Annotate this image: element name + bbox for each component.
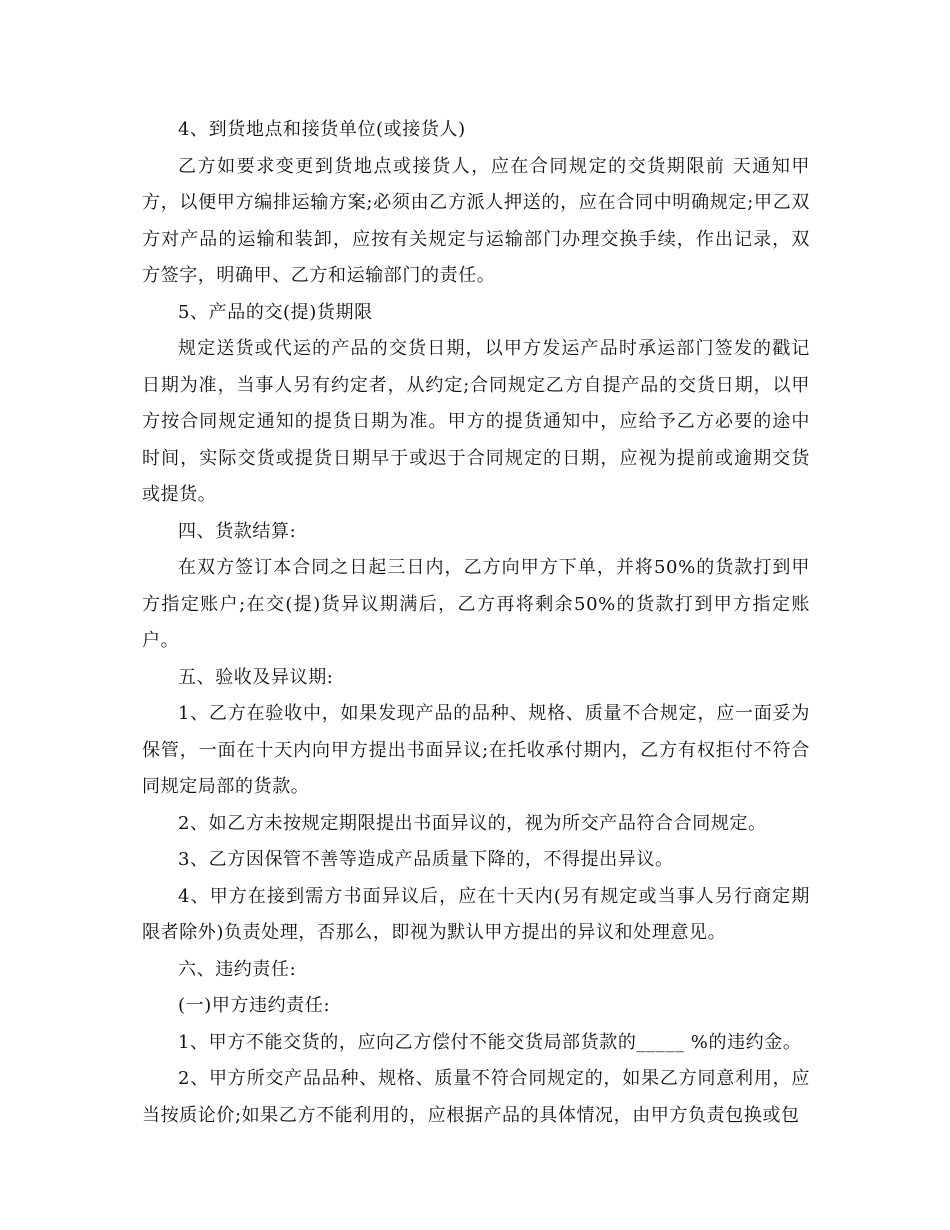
paragraph-liability-item-1: 1、甲方不能交货的，应向乙方偿付不能交货局部货款的_____ %的违约金。 [178, 1031, 802, 1053]
subsection-heading-party-a-liability: (一)甲方违约责任: [178, 995, 331, 1016]
section-heading-liability: 六、违约责任: [178, 958, 297, 980]
paragraph-payment-body: 在双方签订本合同之日起三日内，乙方向甲方下单，并将50%的货款打到甲方指定账户;在交(提)货异议期满后，乙方再将剩余50%的货款打到甲方指定账户。 [142, 557, 810, 651]
paragraph-inspection-item-3: 3、乙方因保管不善等造成产品质量下降的，不得提出异议。 [178, 849, 674, 870]
section-heading-payment: 四、货款结算: [178, 520, 297, 542]
paragraph-inspection-item-2: 2、如乙方未按规定期限提出书面异议的，视为所交产品符合合同规定。 [178, 812, 767, 834]
paragraph-delivery-location-heading: 4、到货地点和接货单位(或接货人) [178, 119, 466, 140]
paragraph-inspection-item-4: 4、甲方在接到需方书面异议后，应在十天内(另有规定或当事人另行商定期限者除外)负责处理，否那么，即视为默认甲方提出的异议和处理意见。 [142, 885, 810, 943]
paragraph-inspection-item-1: 1、乙方在验收中，如果发现产品的品种、规格、质量不合规定，应一面妥为保管，一面在十天内向甲方提出书面异议;在托收承付期内，乙方有权拒付不符合同规定局部的货款。 [142, 703, 810, 797]
section-heading-inspection: 五、验收及异议期: [178, 666, 334, 688]
paragraph-liability-item-2: 2、甲方所交产品品种、规格、质量不符合同规定的，如果乙方同意利用，应当按质论价;如果乙方不能利用的，应根据产品的具体情况，由甲方负责包换或包 [142, 1068, 810, 1126]
document-body [142, 112, 810, 1134]
paragraph-delivery-period-body: 规定送货或代运的产品的交货日期，以甲方发运产品时承运部门签发的戳记日期为准，当事人另有约定者，从约定;合同规定乙方自提产品的交货日期，以甲方按合同规定通知的提货日期为准。甲方的提货通知中，应给予乙方必要的途中时间，实际交货或提货日期早于或迟于合同规定的日期，应视为提前或逾期交货或提货。 [142, 338, 810, 505]
paragraph-delivery-period-heading: 5、产品的交(提)货期限 [178, 301, 373, 323]
paragraph-delivery-location-body: 乙方如要求变更到货地点或接货人，应在合同规定的交货期限前 天通知甲方，以便甲方编排运输方案;必须由乙方派人押送的，应在合同中明确规定;甲乙双方对产品的运输和装卸，应按有关规定与运输部门办理交换手续，作出记录，双方签字，明确甲、乙方和运输部门的责任。 [142, 155, 810, 286]
